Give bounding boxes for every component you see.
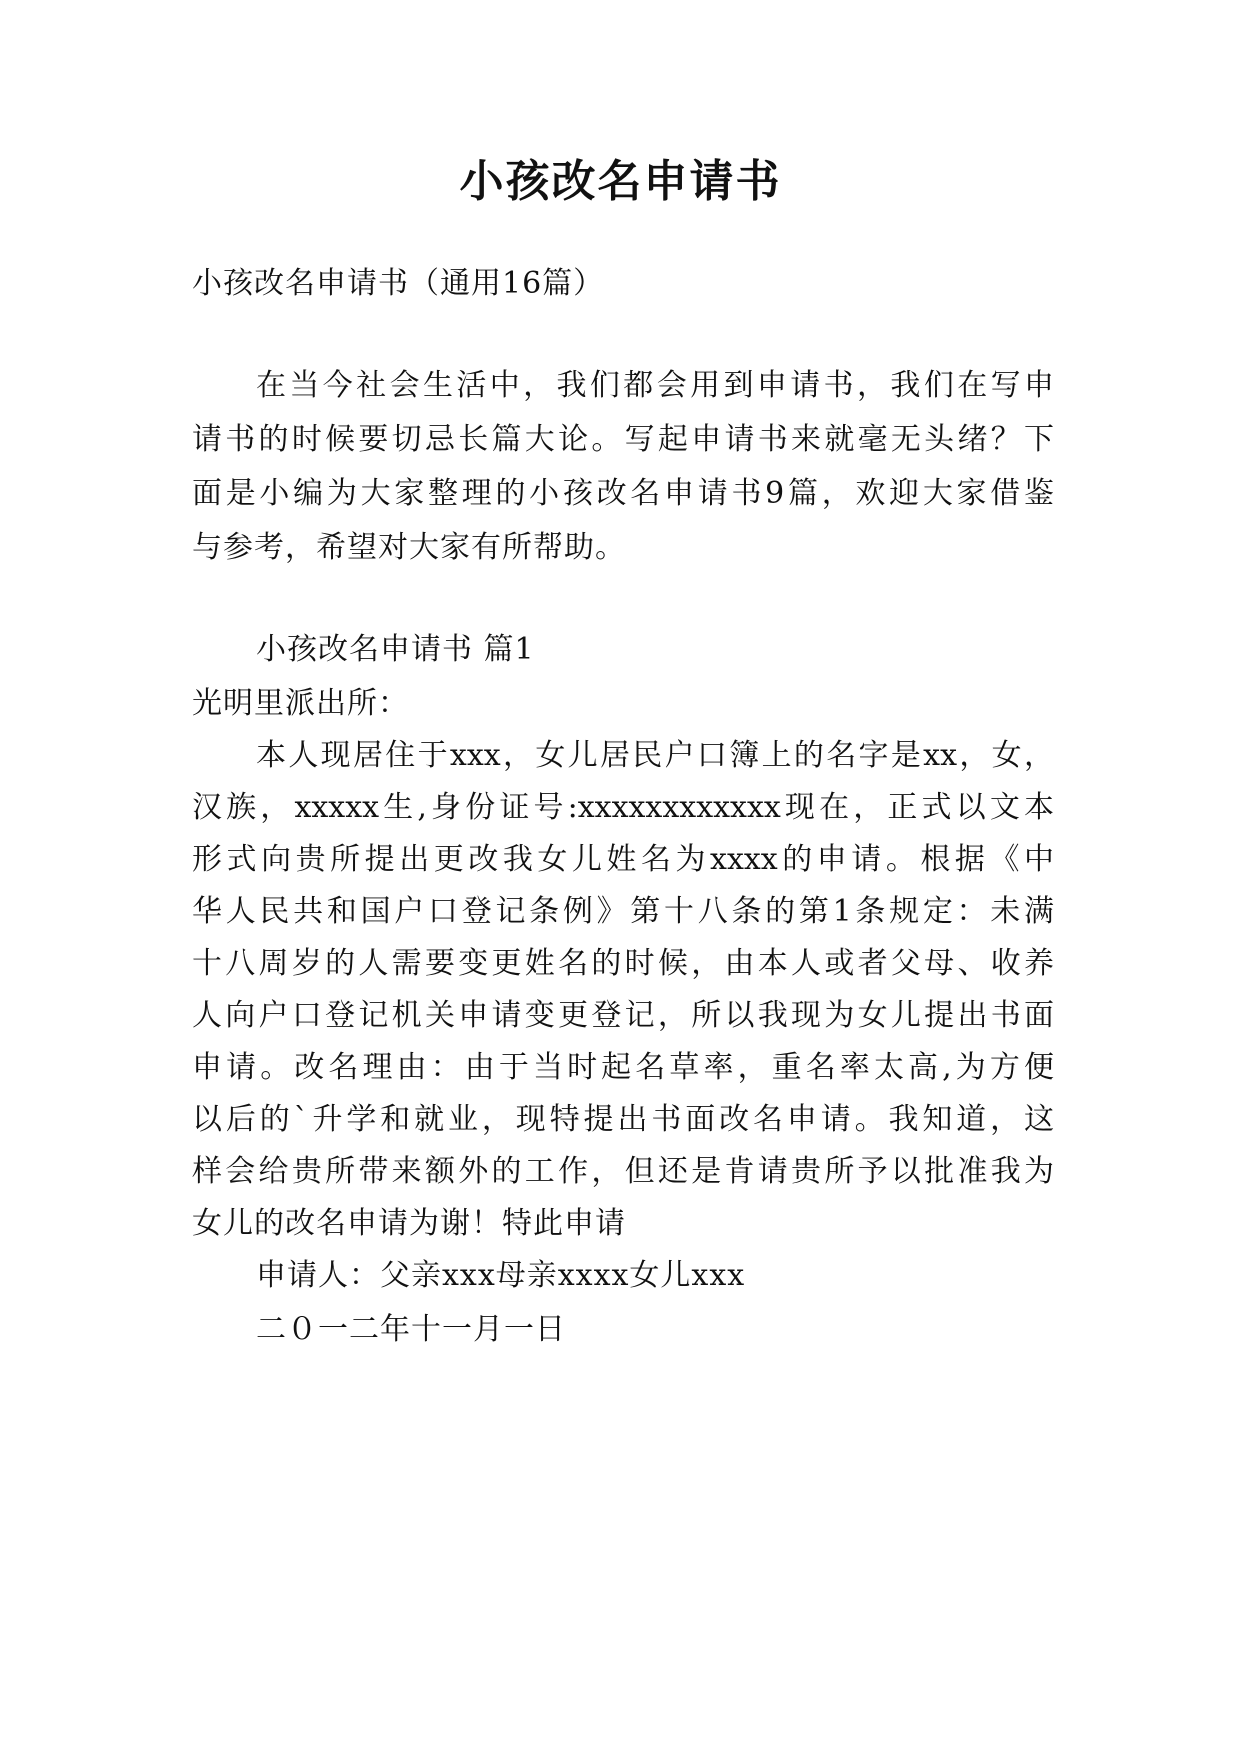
intro-line-2: 请书的时候要切忌长篇大论。写起申请书来就毫无头绪？下 — [192, 422, 1054, 457]
body-line-6: 人向户口登记机关申请变更登记，所以我现为女儿提出书面 — [192, 998, 1054, 1033]
section-heading: 小孩改名申请书 篇1 — [256, 632, 535, 667]
body-line-10: 女儿的改名申请为谢！特此申请 — [192, 1206, 626, 1241]
body-line-7: 申请。改名理由：由于当时起名草率，重名率太高,为方便 — [192, 1050, 1054, 1085]
document-title: 小孩改名申请书 — [459, 156, 782, 207]
body-line-2: 汉族，xxxxx生,身份证号:xxxxxxxxxxxx现在，正式以文本 — [192, 790, 1054, 825]
body-line-8: 以后的`升学和就业，现特提出书面改名申请。我知道，这 — [192, 1102, 1054, 1137]
intro-line-4: 与参考，希望对大家有所帮助。 — [192, 530, 626, 565]
body-line-3: 形式向贵所提出更改我女儿姓名为xxxx的申请。根据《中 — [192, 842, 1054, 877]
body-line-4: 华人民共和国户口登记条例》第十八条的第1条规定：未满 — [192, 894, 1054, 929]
intro-line-3: 面是小编为大家整理的小孩改名申请书9篇，欢迎大家借鉴 — [192, 476, 1054, 511]
document-subtitle: 小孩改名申请书（通用16篇） — [192, 266, 605, 301]
date-line: 二０一二年十一月一日 — [256, 1312, 566, 1347]
body-line-9: 样会给贵所带来额外的工作，但还是肯请贵所予以批准我为 — [192, 1154, 1054, 1189]
body-line-5: 十八周岁的人需要变更姓名的时候，由本人或者父母、收养 — [192, 946, 1054, 981]
applicant-line: 申请人：父亲xxx母亲xxxx女儿xxx — [256, 1258, 746, 1293]
body-line-1: 本人现居住于xxx，女儿居民户口簿上的名字是xx，女， — [256, 738, 1054, 773]
addressee: 光明里派出所： — [192, 686, 409, 721]
intro-line-1: 在当今社会生活中，我们都会用到申请书，我们在写申 — [256, 368, 1054, 403]
